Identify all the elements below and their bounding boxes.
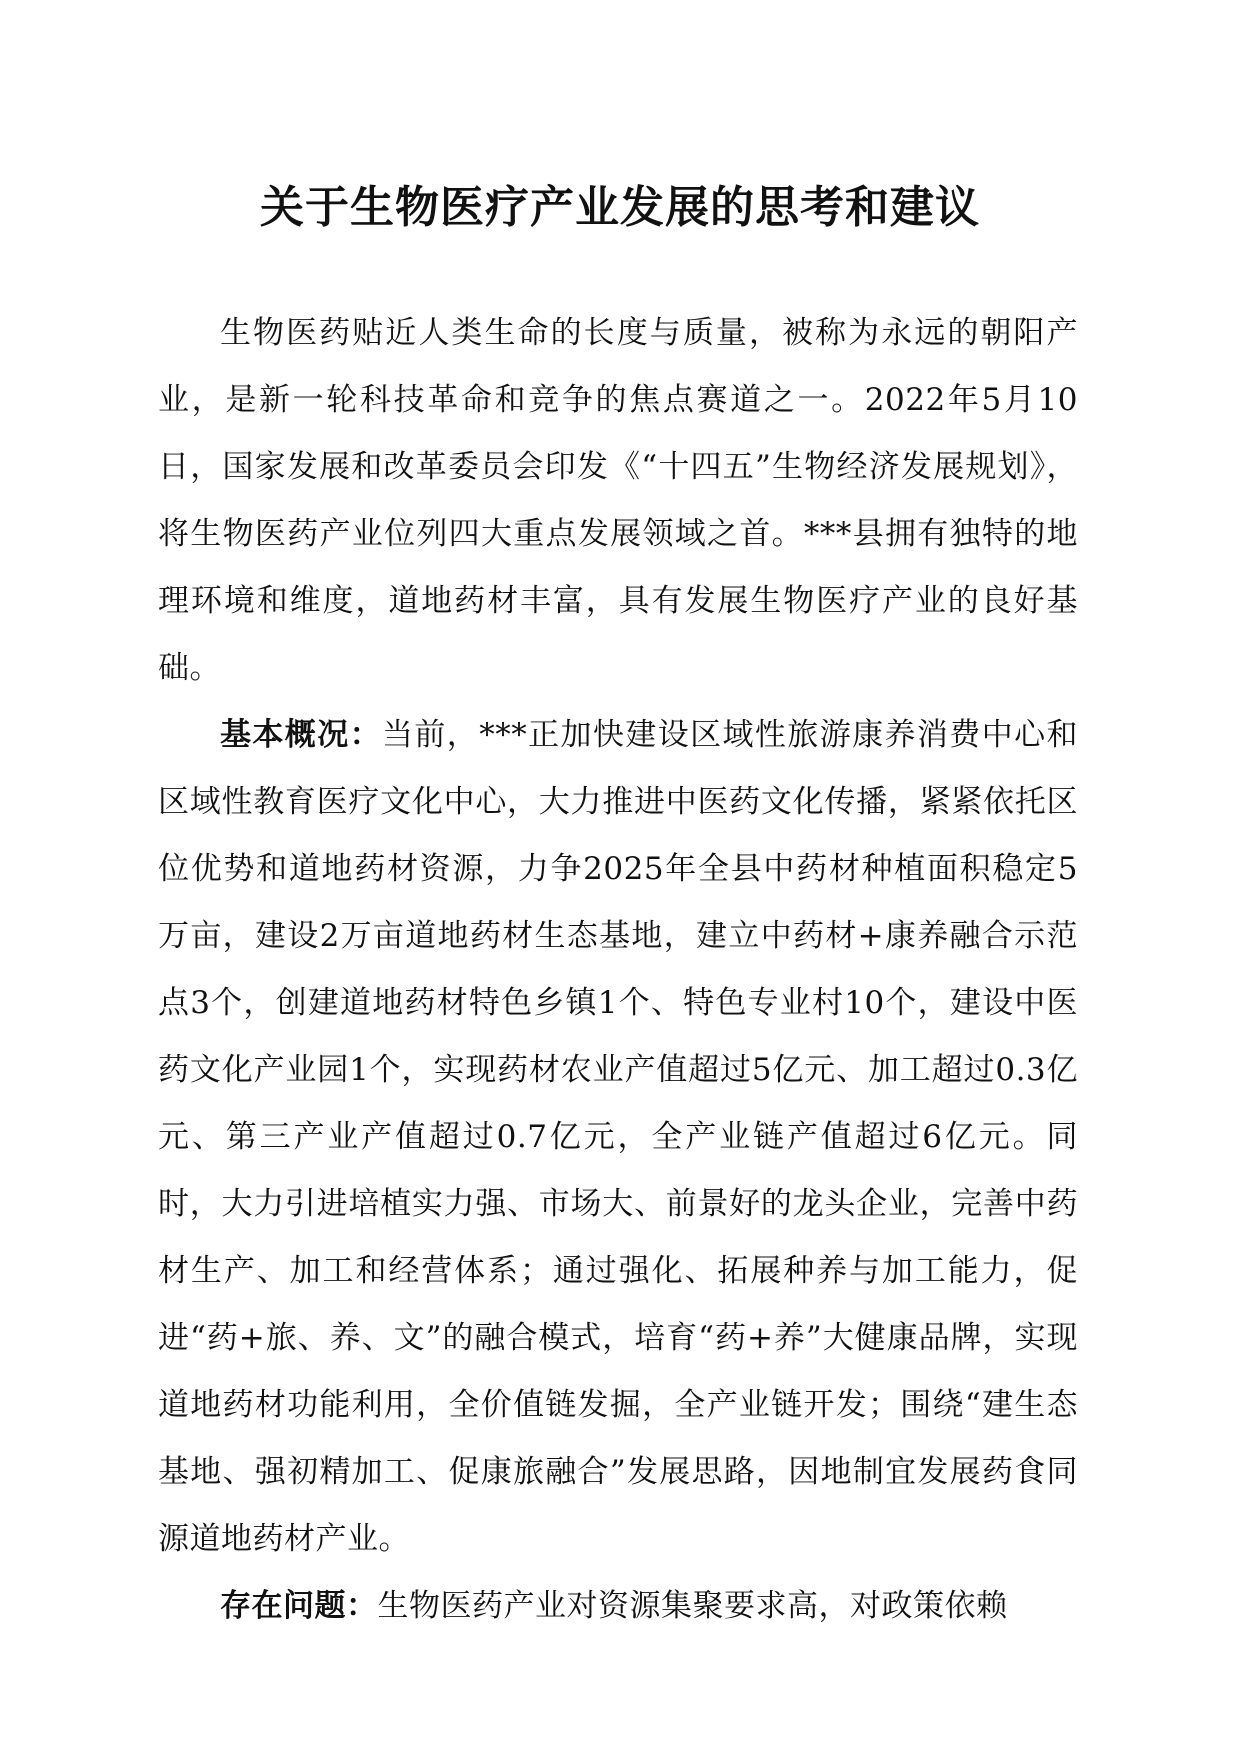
paragraph-problems xyxy=(158,1573,1078,1640)
document-title: 关于生物医疗产业发展的思考和建议 xyxy=(260,182,980,233)
paragraph-intro xyxy=(158,300,1078,702)
document-body xyxy=(158,300,1078,1640)
paragraph-problems-heading: 存在问题： xyxy=(220,1588,378,1624)
paragraph-overview-text: 当前，***正加快建设区域性旅游康养消费中心和区域性教育医疗文化中心，大力推进中医药文化传播，紧紧依托区位优势和道地药材资源，力争2025年全县中药材种植面积稳定5万亩，建设2万亩道地药材生态基地，建立中药材+康养融合示范点3个，创建道地药材特色乡镇1个、特色专业村10个，建设中医药文化产业园1个，实现药材农业产值超过5亿元、加工超过0.3亿元、第三产业产值超过0.7亿元，全产业链产值超过6亿元。同时，大力引进培植实力强、市场大、前景好的龙头企业，完善中药材生产、加工和经营体系；通过强化、拓展种养与加工能力，促进“药+旅、养、文”的融合模式，培育“药+养”大健康品牌，实现道地药材功能利用，全价值链发掘，全产业链开发；围绕“建生态基地、强初精加工、促康旅融合”发展思路，因地制宜发展药食同源道地药材产业。 xyxy=(158,717,1078,1557)
paragraph-problems-text: 生物医药产业对资源集聚要求高，对政策依赖 xyxy=(377,1588,1008,1624)
paragraph-overview xyxy=(158,702,1078,1573)
paragraph-intro-text: 生物医药贴近人类生命的长度与质量，被称为永远的朝阳产业，是新一轮科技革命和竞争的焦点赛道之一。2022年5月10日，国家发展和改革委员会印发《“十四五”生物经济发展规划》，将生物医药产业位列四大重点发展领域之首。***县拥有独特的地理环境和维度，道地药材丰富，具有发展生物医疗产业的良好基础。 xyxy=(158,315,1078,686)
paragraph-overview-heading: 基本概况： xyxy=(220,717,382,753)
